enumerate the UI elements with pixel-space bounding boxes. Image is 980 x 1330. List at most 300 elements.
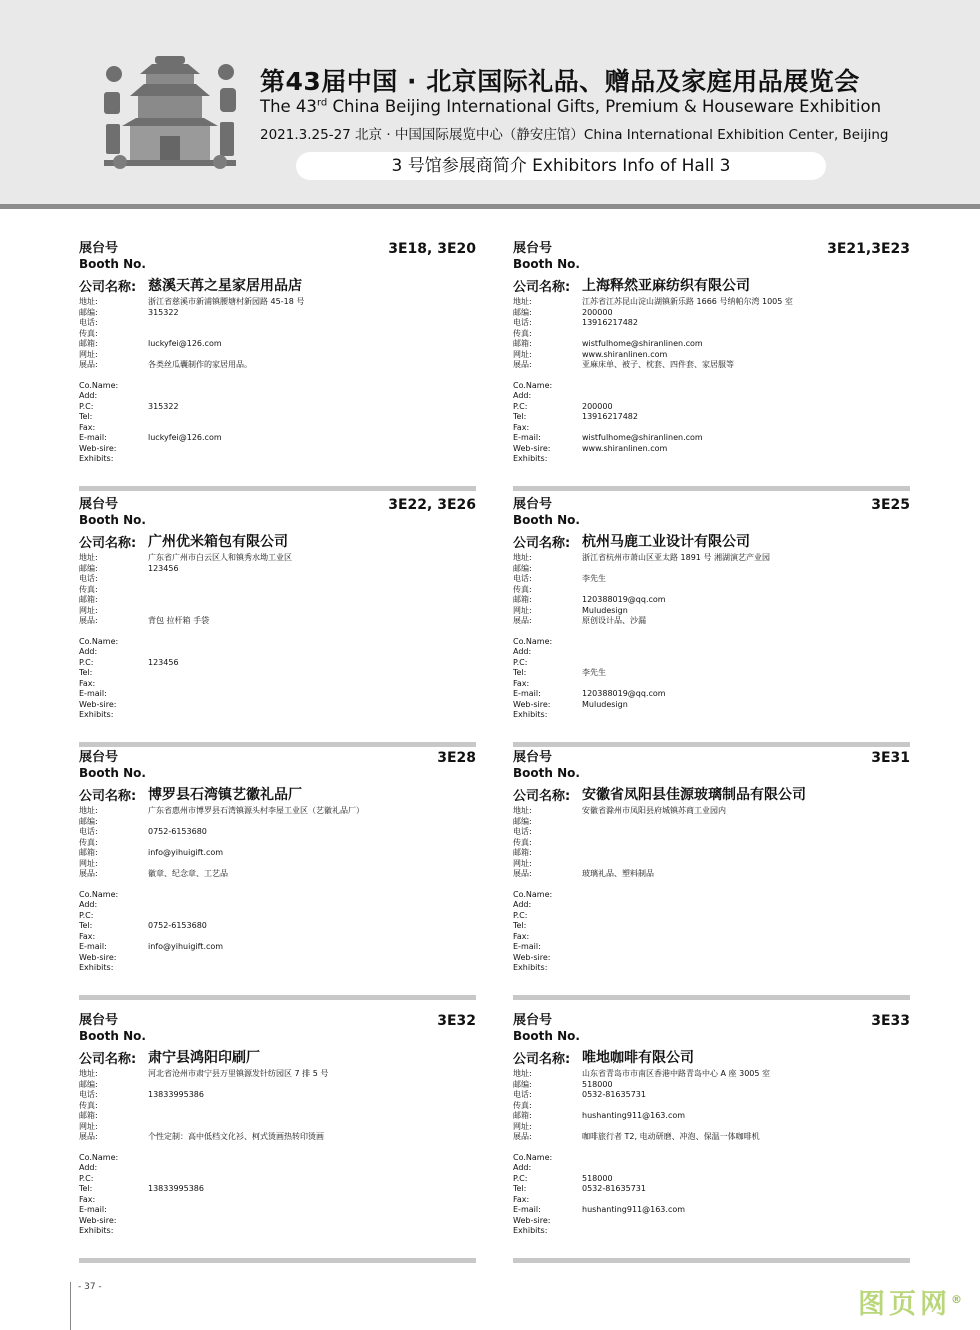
company-name-label: 公司名称: (513, 536, 571, 551)
field-value: 13833995386 (148, 1090, 204, 1099)
booth-label-en: Booth No. (513, 513, 580, 527)
booth-number: 3E33 (871, 1013, 910, 1029)
info-row-cn (79, 1090, 476, 1101)
info-row-en (79, 454, 476, 465)
booth-label-cn: 展台号 (513, 1013, 553, 1028)
field-label: E-mail: (79, 689, 107, 698)
field-value: 亚麻床单、被子、枕套、四件套、家居服等 (582, 360, 734, 369)
field-label: 传真: (79, 1100, 98, 1110)
info-row-cn (513, 606, 910, 617)
info-rows (79, 553, 476, 721)
info-row-en (513, 1174, 910, 1185)
field-label: E-mail: (513, 689, 541, 698)
info-row-cn (79, 1122, 476, 1133)
field-value: 13833995386 (148, 1184, 204, 1193)
field-value: 200000 (582, 401, 613, 411)
field-value: 518000 (582, 1173, 613, 1183)
field-value: 315322 (148, 307, 179, 317)
exhibitor-card (513, 1014, 910, 1263)
field-label: 邮箱: (79, 339, 98, 348)
field-label: 邮箱: (513, 848, 532, 857)
field-label: Tel: (79, 668, 93, 677)
field-value: wistfulhome@shiranlinen.com (582, 433, 703, 442)
field-label: 邮箱: (513, 595, 532, 604)
info-row-en (513, 444, 910, 455)
field-value: 0752-6153680 (148, 827, 207, 836)
info-row-en (513, 658, 910, 669)
info-row-cn (513, 1101, 910, 1112)
info-rows (513, 1069, 910, 1237)
info-row-cn (513, 585, 910, 596)
field-value: 广东省惠州市博罗县石湾镇源头村李屋工业区（艺徽礼品厂） (148, 806, 364, 815)
booth-number: 3E25 (871, 497, 910, 513)
field-label: 邮箱: (79, 1111, 98, 1120)
field-value: 河北省沧州市肃宁县万里镇源发针纺园区 7 排 5 号 (148, 1069, 329, 1078)
field-label: Tel: (513, 921, 527, 930)
field-value: 广东省广州市白云区人和镇秀水坳工业区 (148, 553, 292, 562)
info-row-cn (79, 574, 476, 585)
field-label: E-mail: (79, 942, 107, 951)
info-row-cn (79, 308, 476, 319)
info-row-en (513, 1184, 910, 1195)
page-header (0, 0, 980, 204)
field-label: 地址: (513, 297, 532, 306)
info-row-cn (79, 817, 476, 828)
field-label: 电话: (79, 1090, 98, 1099)
info-row-en (513, 668, 910, 679)
field-label: 地址: (79, 297, 98, 306)
info-row-cn (513, 329, 910, 340)
field-value: 李先生 (582, 668, 606, 677)
info-row-en (79, 668, 476, 679)
exhibition-title-cn: 第43届中国 · 北京国际礼品、赠品及家庭用品展览会 (260, 67, 860, 96)
field-label: 电话: (79, 827, 98, 836)
section-gap (513, 627, 910, 637)
field-value: 原创设计品、沙漏 (582, 616, 646, 625)
info-row-cn (513, 1069, 910, 1080)
info-row-cn (513, 1132, 910, 1143)
info-row-cn (79, 838, 476, 849)
field-value: 个性定制：高中低档文化衫、柯式烫画热转印烫画 (148, 1132, 324, 1141)
info-row-cn (513, 339, 910, 350)
field-label: Add: (513, 1163, 532, 1172)
info-row-en (513, 1163, 910, 1174)
info-row-cn (513, 806, 910, 817)
field-label: Add: (79, 647, 98, 656)
field-value: www.shiranlinen.com (582, 349, 668, 359)
field-label: Exhibits: (79, 454, 114, 463)
field-label: Web-sire: (79, 1215, 117, 1225)
field-label: Add: (79, 391, 98, 400)
field-label: 邮编: (513, 1079, 532, 1089)
field-label: 邮编: (513, 816, 532, 826)
info-row-en (79, 890, 476, 901)
info-row-cn (79, 350, 476, 361)
section-gap (79, 371, 476, 381)
info-row-en (79, 689, 476, 700)
card-divider (513, 486, 910, 491)
field-label: P.C: (513, 401, 528, 411)
info-rows (513, 297, 910, 465)
field-value: luckyfei@126.com (148, 339, 222, 348)
info-row-en (79, 1205, 476, 1216)
info-row-en (513, 932, 910, 943)
info-row-en (513, 423, 910, 434)
section-gap (79, 880, 476, 890)
field-label: Web-sire: (513, 1215, 551, 1225)
card-divider (79, 995, 476, 1000)
section-gap (513, 371, 910, 381)
info-row-cn (79, 1132, 476, 1143)
field-value: 120388019@qq.com (582, 595, 666, 604)
field-label: 传真: (79, 837, 98, 847)
info-row-cn (513, 308, 910, 319)
exhibitor-card (513, 498, 910, 747)
field-value: wistfulhome@shiranlinen.com (582, 339, 703, 348)
footer-divider (70, 1282, 71, 1330)
field-label: Add: (513, 900, 532, 909)
info-row-cn (79, 869, 476, 880)
info-row-en (79, 412, 476, 423)
field-label: Co.Name: (79, 380, 119, 390)
info-row-cn (513, 838, 910, 849)
info-row-cn (79, 297, 476, 308)
exhibitor-card (513, 242, 910, 491)
info-rows (79, 1069, 476, 1237)
field-value: www.shiranlinen.com (582, 443, 668, 453)
info-row-en (513, 953, 910, 964)
booth-label-en: Booth No. (79, 257, 146, 271)
field-label: P.C: (79, 910, 94, 920)
exhibition-logo-icon (100, 52, 240, 174)
info-row-en (79, 402, 476, 413)
field-label: Exhibits: (513, 963, 548, 972)
field-label: E-mail: (513, 1205, 541, 1214)
info-row-en (513, 1195, 910, 1206)
field-label: 邮编: (79, 816, 98, 826)
field-label: 网址: (513, 605, 532, 615)
field-label: Co.Name: (513, 380, 553, 390)
info-row-en (79, 1195, 476, 1206)
booth-label-cn: 展台号 (79, 1013, 119, 1028)
company-name: 慈溪天苒之星家居用品店 (148, 278, 302, 294)
info-row-en (79, 637, 476, 648)
field-label: 地址: (513, 553, 532, 562)
field-label: Fax: (79, 1194, 96, 1204)
field-value: 0752-6153680 (148, 921, 207, 930)
info-row-en (79, 1216, 476, 1227)
field-label: Co.Name: (79, 1152, 119, 1162)
field-label: 邮编: (79, 1079, 98, 1089)
info-row-cn (513, 859, 910, 870)
field-label: Add: (513, 647, 532, 656)
field-value: 0532-81635731 (582, 1090, 646, 1099)
info-row-en (513, 1205, 910, 1216)
exhibitor-card (79, 242, 476, 491)
info-row-cn (513, 564, 910, 575)
field-label: Co.Name: (513, 889, 553, 899)
info-row-cn (513, 1080, 910, 1091)
info-row-cn (79, 339, 476, 350)
field-label: 邮箱: (79, 848, 98, 857)
field-label: Fax: (513, 931, 530, 941)
info-row-cn (79, 848, 476, 859)
info-row-cn (513, 553, 910, 564)
field-label: 网址: (513, 1121, 532, 1131)
booth-number: 3E31 (871, 750, 910, 766)
info-row-cn (513, 318, 910, 329)
field-label: 网址: (79, 605, 98, 615)
field-label: 展品: (513, 616, 532, 625)
booth-label-cn: 展台号 (513, 750, 553, 765)
info-row-cn (513, 1111, 910, 1122)
info-row-cn (513, 360, 910, 371)
field-value: Muludesign (582, 699, 628, 709)
field-label: 展品: (79, 1132, 98, 1141)
field-value: 123456 (148, 563, 179, 573)
info-row-en (79, 700, 476, 711)
field-label: 网址: (513, 349, 532, 359)
info-row-cn (79, 859, 476, 870)
info-row-en (513, 942, 910, 953)
field-label: E-mail: (79, 1205, 107, 1214)
field-label: Web-sire: (513, 699, 551, 709)
field-label: 电话: (513, 318, 532, 327)
info-row-en (513, 911, 910, 922)
info-row-en (513, 900, 910, 911)
field-label: P.C: (513, 910, 528, 920)
field-value: 背包 拉杆箱 手袋 (148, 616, 210, 625)
field-value: info@yihuigift.com (148, 848, 224, 857)
company-name-label: 公司名称: (79, 789, 137, 804)
field-label: Co.Name: (79, 889, 119, 899)
info-row-cn (79, 1080, 476, 1091)
field-label: 地址: (79, 1069, 98, 1078)
field-value: 13916217482 (582, 412, 638, 421)
info-row-en (79, 381, 476, 392)
watermark-logo: 图页网® (858, 1289, 966, 1320)
section-gap (513, 880, 910, 890)
exhibitor-card (79, 751, 476, 1000)
field-value: 安徽省滁州市凤阳县府城镇苏商工业园内 (582, 806, 726, 815)
field-label: Tel: (79, 1184, 93, 1193)
info-rows (513, 553, 910, 721)
card-divider (79, 486, 476, 491)
field-value: 江苏省江苏昆山淀山湖镇新乐路 1666 号纳帕尔湾 1005 室 (582, 297, 793, 306)
field-label: 展品: (79, 360, 98, 369)
info-row-en (513, 402, 910, 413)
info-rows (79, 297, 476, 465)
info-row-en (79, 647, 476, 658)
info-row-en (513, 710, 910, 721)
field-label: 传真: (79, 584, 98, 594)
section-gap (513, 1143, 910, 1153)
booth-label-cn: 展台号 (513, 497, 553, 512)
field-label: Tel: (513, 1184, 527, 1193)
field-label: 电话: (79, 318, 98, 327)
info-row-cn (513, 595, 910, 606)
hall-title: 3 号馆参展商简介 Exhibitors Info of Hall 3 (296, 152, 826, 180)
field-label: Fax: (79, 678, 96, 688)
info-row-cn (79, 616, 476, 627)
company-name-label: 公司名称: (79, 280, 137, 295)
info-row-en (513, 637, 910, 648)
info-row-en (513, 412, 910, 423)
booth-label-cn: 展台号 (79, 241, 119, 256)
field-label: Exhibits: (513, 454, 548, 463)
field-label: E-mail: (513, 433, 541, 442)
field-label: P.C: (79, 401, 94, 411)
info-row-en (513, 1153, 910, 1164)
field-value: 玻璃礼品、塑料制品 (582, 869, 654, 878)
info-row-en (513, 454, 910, 465)
booth-label-en: Booth No. (79, 513, 146, 527)
field-value: 123456 (148, 657, 179, 667)
field-label: 地址: (513, 1069, 532, 1078)
info-row-cn (513, 827, 910, 838)
info-row-en (513, 890, 910, 901)
company-name-label: 公司名称: (79, 536, 137, 551)
info-row-cn (513, 817, 910, 828)
exhibitor-card (79, 1014, 476, 1263)
field-label: 传真: (79, 328, 98, 338)
info-row-cn (79, 1069, 476, 1080)
info-row-cn (79, 329, 476, 340)
info-row-cn (513, 350, 910, 361)
field-label: Tel: (79, 412, 93, 421)
booth-label-cn: 展台号 (513, 241, 553, 256)
field-label: 网址: (79, 349, 98, 359)
field-label: Web-sire: (79, 443, 117, 453)
field-label: P.C: (513, 657, 528, 667)
info-row-cn (513, 616, 910, 627)
card-divider (79, 1258, 476, 1263)
field-label: Add: (79, 1163, 98, 1172)
booth-label-cn: 展台号 (79, 750, 119, 765)
field-label: Fax: (513, 422, 530, 432)
field-label: Exhibits: (79, 1226, 114, 1235)
info-row-en (513, 647, 910, 658)
field-label: 传真: (513, 584, 532, 594)
field-label: 邮编: (513, 563, 532, 573)
field-label: P.C: (513, 1173, 528, 1183)
field-label: 展品: (79, 869, 98, 878)
field-label: 电话: (513, 1090, 532, 1099)
info-row-cn (79, 553, 476, 564)
info-row-en (79, 932, 476, 943)
info-row-en (79, 942, 476, 953)
booth-label-en: Booth No. (79, 766, 146, 780)
field-label: Web-sire: (513, 443, 551, 453)
field-value: 浙江省慈溪市新浦镇腰塘村新园路 45-18 号 (148, 297, 305, 306)
company-name-label: 公司名称: (513, 789, 571, 804)
field-label: Add: (79, 900, 98, 909)
card-divider (513, 742, 910, 747)
field-value: 315322 (148, 401, 179, 411)
info-row-en (513, 381, 910, 392)
field-label: Web-sire: (79, 699, 117, 709)
field-label: 网址: (79, 1121, 98, 1131)
field-value: hushanting911@163.com (582, 1205, 686, 1214)
field-label: 邮编: (79, 307, 98, 317)
header-divider (0, 204, 980, 209)
info-row-cn (79, 585, 476, 596)
info-row-en (79, 444, 476, 455)
field-label: 邮箱: (79, 595, 98, 604)
field-label: 展品: (513, 869, 532, 878)
field-value: 518000 (582, 1079, 613, 1089)
company-name: 安徽省凤阳县佳源玻璃制品有限公司 (582, 787, 806, 803)
company-name: 广州优米箱包有限公司 (148, 534, 288, 550)
info-row-en (79, 921, 476, 932)
info-row-cn (513, 574, 910, 585)
field-label: 网址: (513, 858, 532, 868)
card-divider (513, 995, 910, 1000)
info-row-en (79, 679, 476, 690)
company-name: 唯地咖啡有限公司 (582, 1050, 694, 1066)
booth-label-cn: 展台号 (79, 497, 119, 512)
company-name: 上海释然亚麻纺织有限公司 (582, 278, 750, 294)
booth-number: 3E32 (437, 1013, 476, 1029)
field-label: E-mail: (79, 433, 107, 442)
field-label: Web-sire: (79, 952, 117, 962)
field-label: Tel: (79, 921, 93, 930)
field-label: Co.Name: (513, 1152, 553, 1162)
info-row-cn (513, 848, 910, 859)
company-name: 博罗县石湾镇艺徽礼品厂 (148, 787, 302, 803)
exhibitor-card (513, 751, 910, 1000)
field-value: luckyfei@126.com (148, 433, 222, 442)
field-value: Muludesign (582, 605, 628, 615)
field-label: Fax: (513, 678, 530, 688)
info-row-cn (79, 827, 476, 838)
info-row-en (513, 963, 910, 974)
field-label: 电话: (79, 574, 98, 583)
card-divider (513, 1258, 910, 1263)
info-row-en (79, 953, 476, 964)
info-row-en (79, 900, 476, 911)
info-row-cn (513, 869, 910, 880)
info-row-cn (79, 1111, 476, 1122)
booth-label-en: Booth No. (513, 1029, 580, 1043)
info-row-en (79, 1184, 476, 1195)
info-row-cn (79, 1101, 476, 1112)
info-row-cn (513, 297, 910, 308)
info-row-cn (79, 806, 476, 817)
info-row-en (513, 433, 910, 444)
field-value: 李先生 (582, 574, 606, 583)
field-label: 电话: (513, 827, 532, 836)
info-row-cn (79, 595, 476, 606)
field-value: 徽章、纪念章、工艺品 (148, 869, 228, 878)
field-value: 0532-81635731 (582, 1184, 646, 1193)
info-row-cn (79, 318, 476, 329)
company-name: 肃宁县鸿阳印刷厂 (148, 1050, 260, 1066)
field-label: 传真: (513, 328, 532, 338)
company-name-label: 公司名称: (513, 280, 571, 295)
info-rows (513, 806, 910, 974)
field-label: Fax: (79, 422, 96, 432)
field-label: Exhibits: (79, 963, 114, 972)
booth-number: 3E22, 3E26 (388, 497, 476, 513)
booth-number: 3E21,3E23 (827, 241, 910, 257)
field-label: E-mail: (513, 942, 541, 951)
field-label: 网址: (79, 858, 98, 868)
booth-label-en: Booth No. (79, 1029, 146, 1043)
company-name: 杭州马鹿工业设计有限公司 (582, 534, 750, 550)
info-row-cn (513, 1122, 910, 1133)
field-value: 山东省青岛市市南区香港中路青岛中心 A 座 3005 室 (582, 1069, 771, 1078)
